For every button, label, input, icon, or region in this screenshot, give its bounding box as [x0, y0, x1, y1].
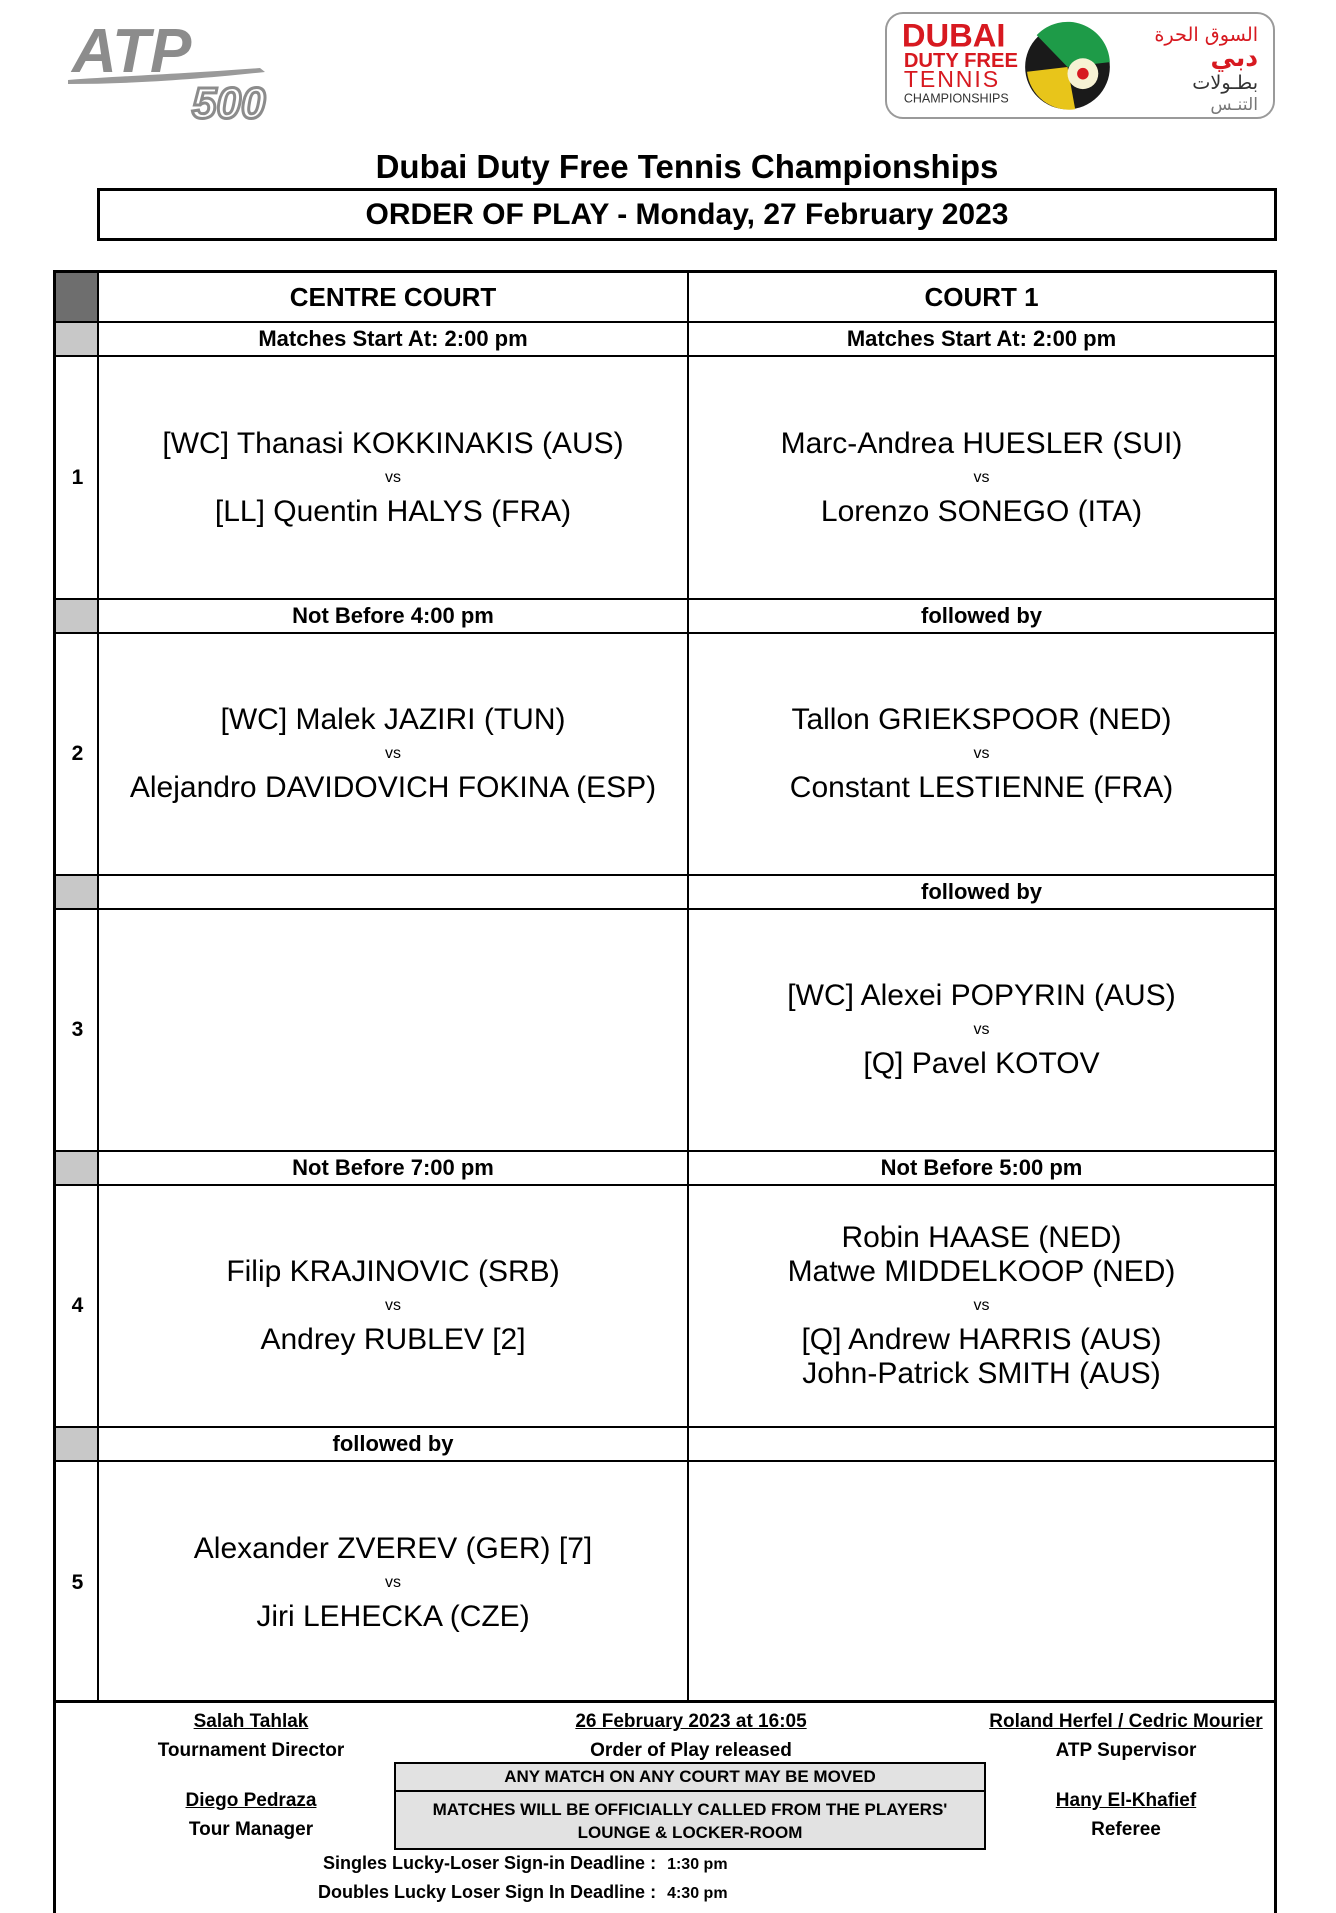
note-centre-4: Not Before 7:00 pm — [292, 1155, 494, 1180]
note-row-4 — [56, 1152, 1274, 1186]
match-centre-2 — [99, 634, 687, 874]
team-2-player-1: [Q] Andrew HARRIS (AUS) — [801, 1323, 1162, 1356]
court-name-court1: COURT 1 — [924, 281, 1039, 312]
player-1: Alexander ZVEREV (GER) [7] — [193, 1531, 593, 1565]
player-1: Tallon GRIEKSPOOR (NED) — [791, 703, 1172, 736]
vs-label: vs — [973, 1297, 990, 1314]
tournament-title: Dubai Duty Free Tennis Championships — [375, 148, 999, 185]
atp-level: 500 — [192, 79, 266, 125]
manager-role: Tour Manager — [188, 1819, 314, 1840]
vs-label: vs — [385, 1573, 401, 1591]
match-row-3 — [56, 910, 1274, 1152]
supervisor-role: ATP Supervisor — [1055, 1740, 1197, 1761]
match-centre-3-empty — [99, 910, 687, 1150]
order-of-play-heading: ORDER OF PLAY - Monday, 27 February 2023 — [97, 188, 1277, 241]
note-centre-5: followed by — [332, 1431, 454, 1456]
match-court1-1 — [689, 357, 1274, 598]
note-centre-2: Not Before 4:00 pm — [292, 603, 494, 628]
atp-500-logo — [60, 10, 300, 125]
match-number: 2 — [71, 742, 84, 765]
vs-label: vs — [973, 1021, 990, 1038]
notice-box — [394, 1762, 986, 1850]
notice-moved: ANY MATCH ON ANY COURT MAY BE MOVED — [396, 1764, 984, 1792]
match-court1-4-doubles — [689, 1186, 1274, 1426]
start-time-centre: Matches Start At: 2:00 pm — [258, 326, 528, 351]
schedule-table — [53, 270, 1277, 1703]
note-court1-3: followed by — [921, 879, 1042, 904]
supervisor-name: Roland Herfel / Cedric Mourier — [989, 1711, 1263, 1732]
notice-called-line1: MATCHES WILL BE OFFICIALLY CALLED FROM THE PLAYERS' — [432, 1800, 948, 1819]
notice-called-line2: LOUNGE & LOCKER-ROOM — [577, 1823, 803, 1842]
player-2: Constant LESTIENNE (FRA) — [789, 771, 1174, 804]
court-name-centre: CENTRE COURT — [289, 281, 497, 312]
note-court1-4: Not Before 5:00 pm — [880, 1155, 1083, 1180]
dubai-logo-arabic2: دبي — [1210, 42, 1259, 72]
dubai-logo-line1: DUBAI — [901, 16, 1006, 54]
match-court1-3 — [689, 910, 1274, 1150]
player-2: Andrey RUBLEV [2] — [260, 1323, 526, 1356]
player-2: Lorenzo SONEGO (ITA) — [820, 494, 1143, 528]
dubai-logo-arabic1: السوق الحرة — [1154, 22, 1259, 46]
singles-deadline-label: Singles Lucky-Loser Sign-in Deadline : — [323, 1853, 657, 1873]
note-court1-5 — [689, 1428, 1274, 1460]
referee-block — [1006, 1786, 1246, 1844]
note-centre-3 — [99, 876, 687, 908]
player-2: [Q] Pavel KOTOV — [863, 1047, 1100, 1080]
release-label: Order of Play released — [590, 1740, 792, 1761]
match-number: 4 — [71, 1294, 84, 1317]
release-date: 26 February 2023 at 16:05 — [575, 1711, 807, 1732]
match-centre-4 — [99, 1186, 687, 1426]
note-row-2 — [56, 600, 1274, 634]
match-court1-2 — [689, 634, 1274, 874]
vs-label: vs — [385, 468, 401, 486]
dubai-logo-arabic4: التنـس — [1210, 95, 1259, 116]
player-1: [WC] Alexei POPYRIN (AUS) — [787, 979, 1176, 1012]
vs-label: vs — [973, 745, 990, 762]
vs-label: vs — [385, 745, 401, 762]
dubai-logo-arabic3: بطـولات — [1192, 71, 1259, 95]
player-1: Marc-Andrea HUESLER (SUI) — [780, 426, 1183, 460]
match-row-5 — [56, 1462, 1274, 1703]
manager-block — [136, 1786, 366, 1844]
atp-wordmark: ATP — [72, 17, 192, 86]
manager-name: Diego Pedraza — [185, 1790, 317, 1811]
court-header-row — [56, 273, 1274, 323]
match-number: 1 — [71, 465, 84, 489]
dubai-championships-logo — [885, 12, 1275, 119]
team-1-player-2: Matwe MIDDELKOOP (NED) — [787, 1255, 1176, 1288]
player-1: [WC] Malek JAZIRI (TUN) — [220, 703, 566, 736]
referee-role: Referee — [1091, 1819, 1161, 1840]
footer — [53, 1700, 1277, 1913]
match-row-2 — [56, 634, 1274, 876]
notice-called — [396, 1792, 984, 1844]
singles-deadline — [323, 1853, 728, 1874]
director-block — [136, 1707, 366, 1765]
dubai-logo-line4: CHAMPIONSHIPS — [903, 91, 1009, 106]
doubles-deadline-label: Doubles Lucky Loser Sign In Deadline : — [318, 1882, 657, 1902]
doubles-deadline — [318, 1882, 728, 1903]
supervisor-block — [976, 1707, 1276, 1765]
player-1: Filip KRAJINOVIC (SRB) — [226, 1255, 560, 1288]
match-court1-5-empty — [689, 1462, 1274, 1703]
match-number: 3 — [71, 1018, 84, 1041]
player-1: [WC] Thanasi KOKKINAKIS (AUS) — [162, 426, 624, 460]
dubai-logo-line2: DUTY FREE — [903, 49, 1018, 72]
singles-deadline-value: 1:30 pm — [667, 1856, 728, 1873]
note-row-3 — [56, 876, 1274, 910]
dubai-logo-line3: TENNIS — [903, 66, 1001, 93]
referee-name: Hany El-Khafief — [1055, 1790, 1197, 1811]
player-2: [LL] Quentin HALYS (FRA) — [214, 494, 572, 528]
vs-label: vs — [385, 1297, 401, 1314]
vs-label: vs — [973, 468, 990, 486]
player-2: Alejandro DAVIDOVICH FOKINA (ESP) — [129, 771, 657, 804]
release-block — [416, 1707, 966, 1765]
note-row-5 — [56, 1428, 1274, 1462]
director-role: Tournament Director — [157, 1740, 345, 1761]
start-time-court1: Matches Start At: 2:00 pm — [846, 326, 1117, 351]
doubles-deadline-value: 4:30 pm — [667, 1885, 728, 1902]
director-name: Salah Tahlak — [193, 1711, 309, 1732]
start-time-row — [56, 323, 1274, 357]
match-number: 5 — [71, 1570, 84, 1594]
note-court1-2: followed by — [921, 603, 1042, 628]
match-row-1 — [56, 357, 1274, 600]
team-2-player-2: John-Patrick SMITH (AUS) — [802, 1357, 1161, 1390]
player-2: Jiri LEHECKA (CZE) — [256, 1599, 530, 1633]
match-centre-1 — [99, 357, 687, 598]
match-centre-5 — [99, 1462, 687, 1703]
match-row-4 — [56, 1186, 1274, 1428]
team-1-player-1: Robin HAASE (NED) — [841, 1221, 1122, 1254]
